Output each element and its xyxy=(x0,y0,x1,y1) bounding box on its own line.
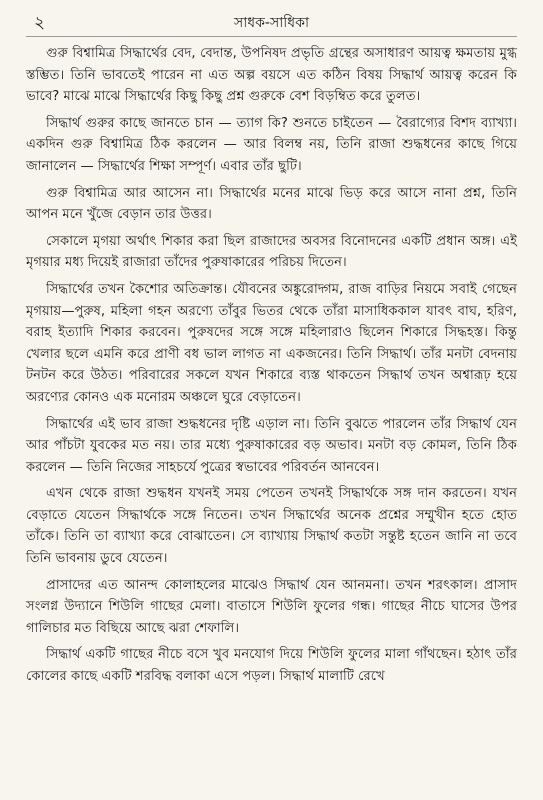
paragraph: সেকালে মৃগয়া অর্থাৎ শিকার করা ছিল রাজাদের অবসর বিনোদনের একটি প্রধান অঙ্গ। এই মৃগয়ার মধ্য দিয়েই রাজারা তাঁদের পুরুষাকারের পরিচয় দিতেন। xyxy=(26,233,517,271)
paragraph: সিদ্ধার্থ গুরুর কাছে জানতে চান — ত্যাগ কি? শুনতে চাইতেন — বৈরাগ্যের বিশদ ব্যাখ্যা। একদিন গুরু বিশ্বামিত্র ঠিক করলেন — আর বিলম্ব নয়, তিনি রাজা শুদ্ধধনের কাছে গিয়ে জানালেন — সিদ্ধার্থের শিক্ষা সম্পূর্ণ। এবার তাঁর ছুটি। xyxy=(26,115,517,174)
running-title: সাধক-সাধিকা xyxy=(233,15,309,31)
paragraph: সিদ্ধার্থের এই ভাব রাজা শুদ্ধধনের দৃষ্টি এড়াল না। তিনি বুঝতে পারলেন তাঁর সিদ্ধার্থ যেন আর পাঁচটা যুবকের মত নয়। তার মধ্যে পুরুষাকারের বড় অভাব। মনটা বড় কোমল, তিনি ঠিক করলেন — তিনি নিজের সাহচর্যে পুত্রের স্বভাবের পরিবর্তন আনবেন। xyxy=(26,416,517,475)
page-header xyxy=(26,6,517,37)
page-number: ২ xyxy=(34,13,46,33)
paragraph: গুরু বিশ্বামিত্র আর আসেন না। সিদ্ধার্থের মনের মাঝে ভিড় করে আসে নানা প্রশ্ন, তিনি আপন মনে খুঁজে বেড়ান তার উত্তর। xyxy=(26,185,517,223)
paragraph: এখন থেকে রাজা শুদ্ধধন যখনই সময় পেতেন তখনই সিদ্ধার্থকে সঙ্গ দান করতেন। যখন বেড়াতে যেতেন সিদ্ধার্থকে সঙ্গে নিতেন। তখন সিদ্ধার্থের অনেক প্রশ্নের সম্মুখীন হতে হোত তাঁকে। তিনি তা ব্যাখ্যা করে বোঝাতেন। সে ব্যাখ্যায় সিদ্ধার্থ কতটা সন্তুষ্ট হতেন জানি না তবে তিনি ভাবনায় ডুবে যেতেন। xyxy=(26,486,517,567)
paragraph: প্রাসাদের এত আনন্দ কোলাহলের মাঝেও সিদ্ধার্থ যেন আনমনা। তখন শরৎকাল। প্রাসাদ সংলগ্ন উদ্যানে শিউলি গাছের মেলা। বাতাসে শিউলি ফুলের গন্ধ। গাছের নীচে ঘাসের উপর গালিচার মত বিছিয়ে আছে ঝরা শেফালি। xyxy=(26,577,517,636)
paragraph: গুরু বিশ্বামিত্র সিদ্ধার্থের বেদ, বেদান্ত, উপনিষদ প্রভৃতি গ্রন্থের অসাধারণ আয়ত্ব ক্ষমতায় মুগ্ধ স্তম্ভিত। তিনি ভাবতেই পারেন না এত অল্প বয়সে এত কঠিন বিষয় সিদ্ধার্থ আয়ত্ব করেন কি ভাবে? মাঝে মাঝে সিদ্ধার্থের কিছু কিছু প্রশ্ন গুরুকে বেশ বিড়ম্বিত করে তুলত। xyxy=(26,46,517,105)
paragraph: সিদ্ধার্থের তখন কৈশোর অতিক্রান্ত। যৌবনের অঙ্কুরোদ্গম, রাজ বাড়ির নিয়মে সবাই গেছেন মৃগয়ায়—পুরুষ, মহিলা গহন অরণ্যে তাঁবুর ভিতর থেকে তাঁরা মাসাধিককাল যাবৎ বাঘ, হরিণ, বরাহ ইত্যাদি শিকার করবেন। পুরুষদের সঙ্গে সঙ্গে মহিলারাও ছিলেন শিকারে সিদ্ধহস্ত। কিন্তু খেলার ছলে এমনি করে প্রাণী বধ ভাল লাগত না একজনের। তিনি সিদ্ধার্থ। তাঁর মনটা বেদনায় টনটন করে উঠত। পরিবারের সকলে যখন শিকারে ব্যস্ত থাকতেন সিদ্ধার্থ তখন অশ্বারূঢ় হয়ে অরণ্যের কোনও এক মনোরম অঞ্চলে ঘুরে বেড়াতেন। xyxy=(26,281,517,405)
paragraph: সিদ্ধার্থ একটি গাছের নীচে বসে খুব মনযোগ দিয়ে শিউলি ফুলের মালা গাঁথছেন। হঠাৎ তাঁর কোলের কাছে একটি শরবিদ্ধ বলাকা এসে পড়ল। সিদ্ধার্থ মালাটি রেখে xyxy=(26,647,517,685)
body-text xyxy=(26,43,517,688)
